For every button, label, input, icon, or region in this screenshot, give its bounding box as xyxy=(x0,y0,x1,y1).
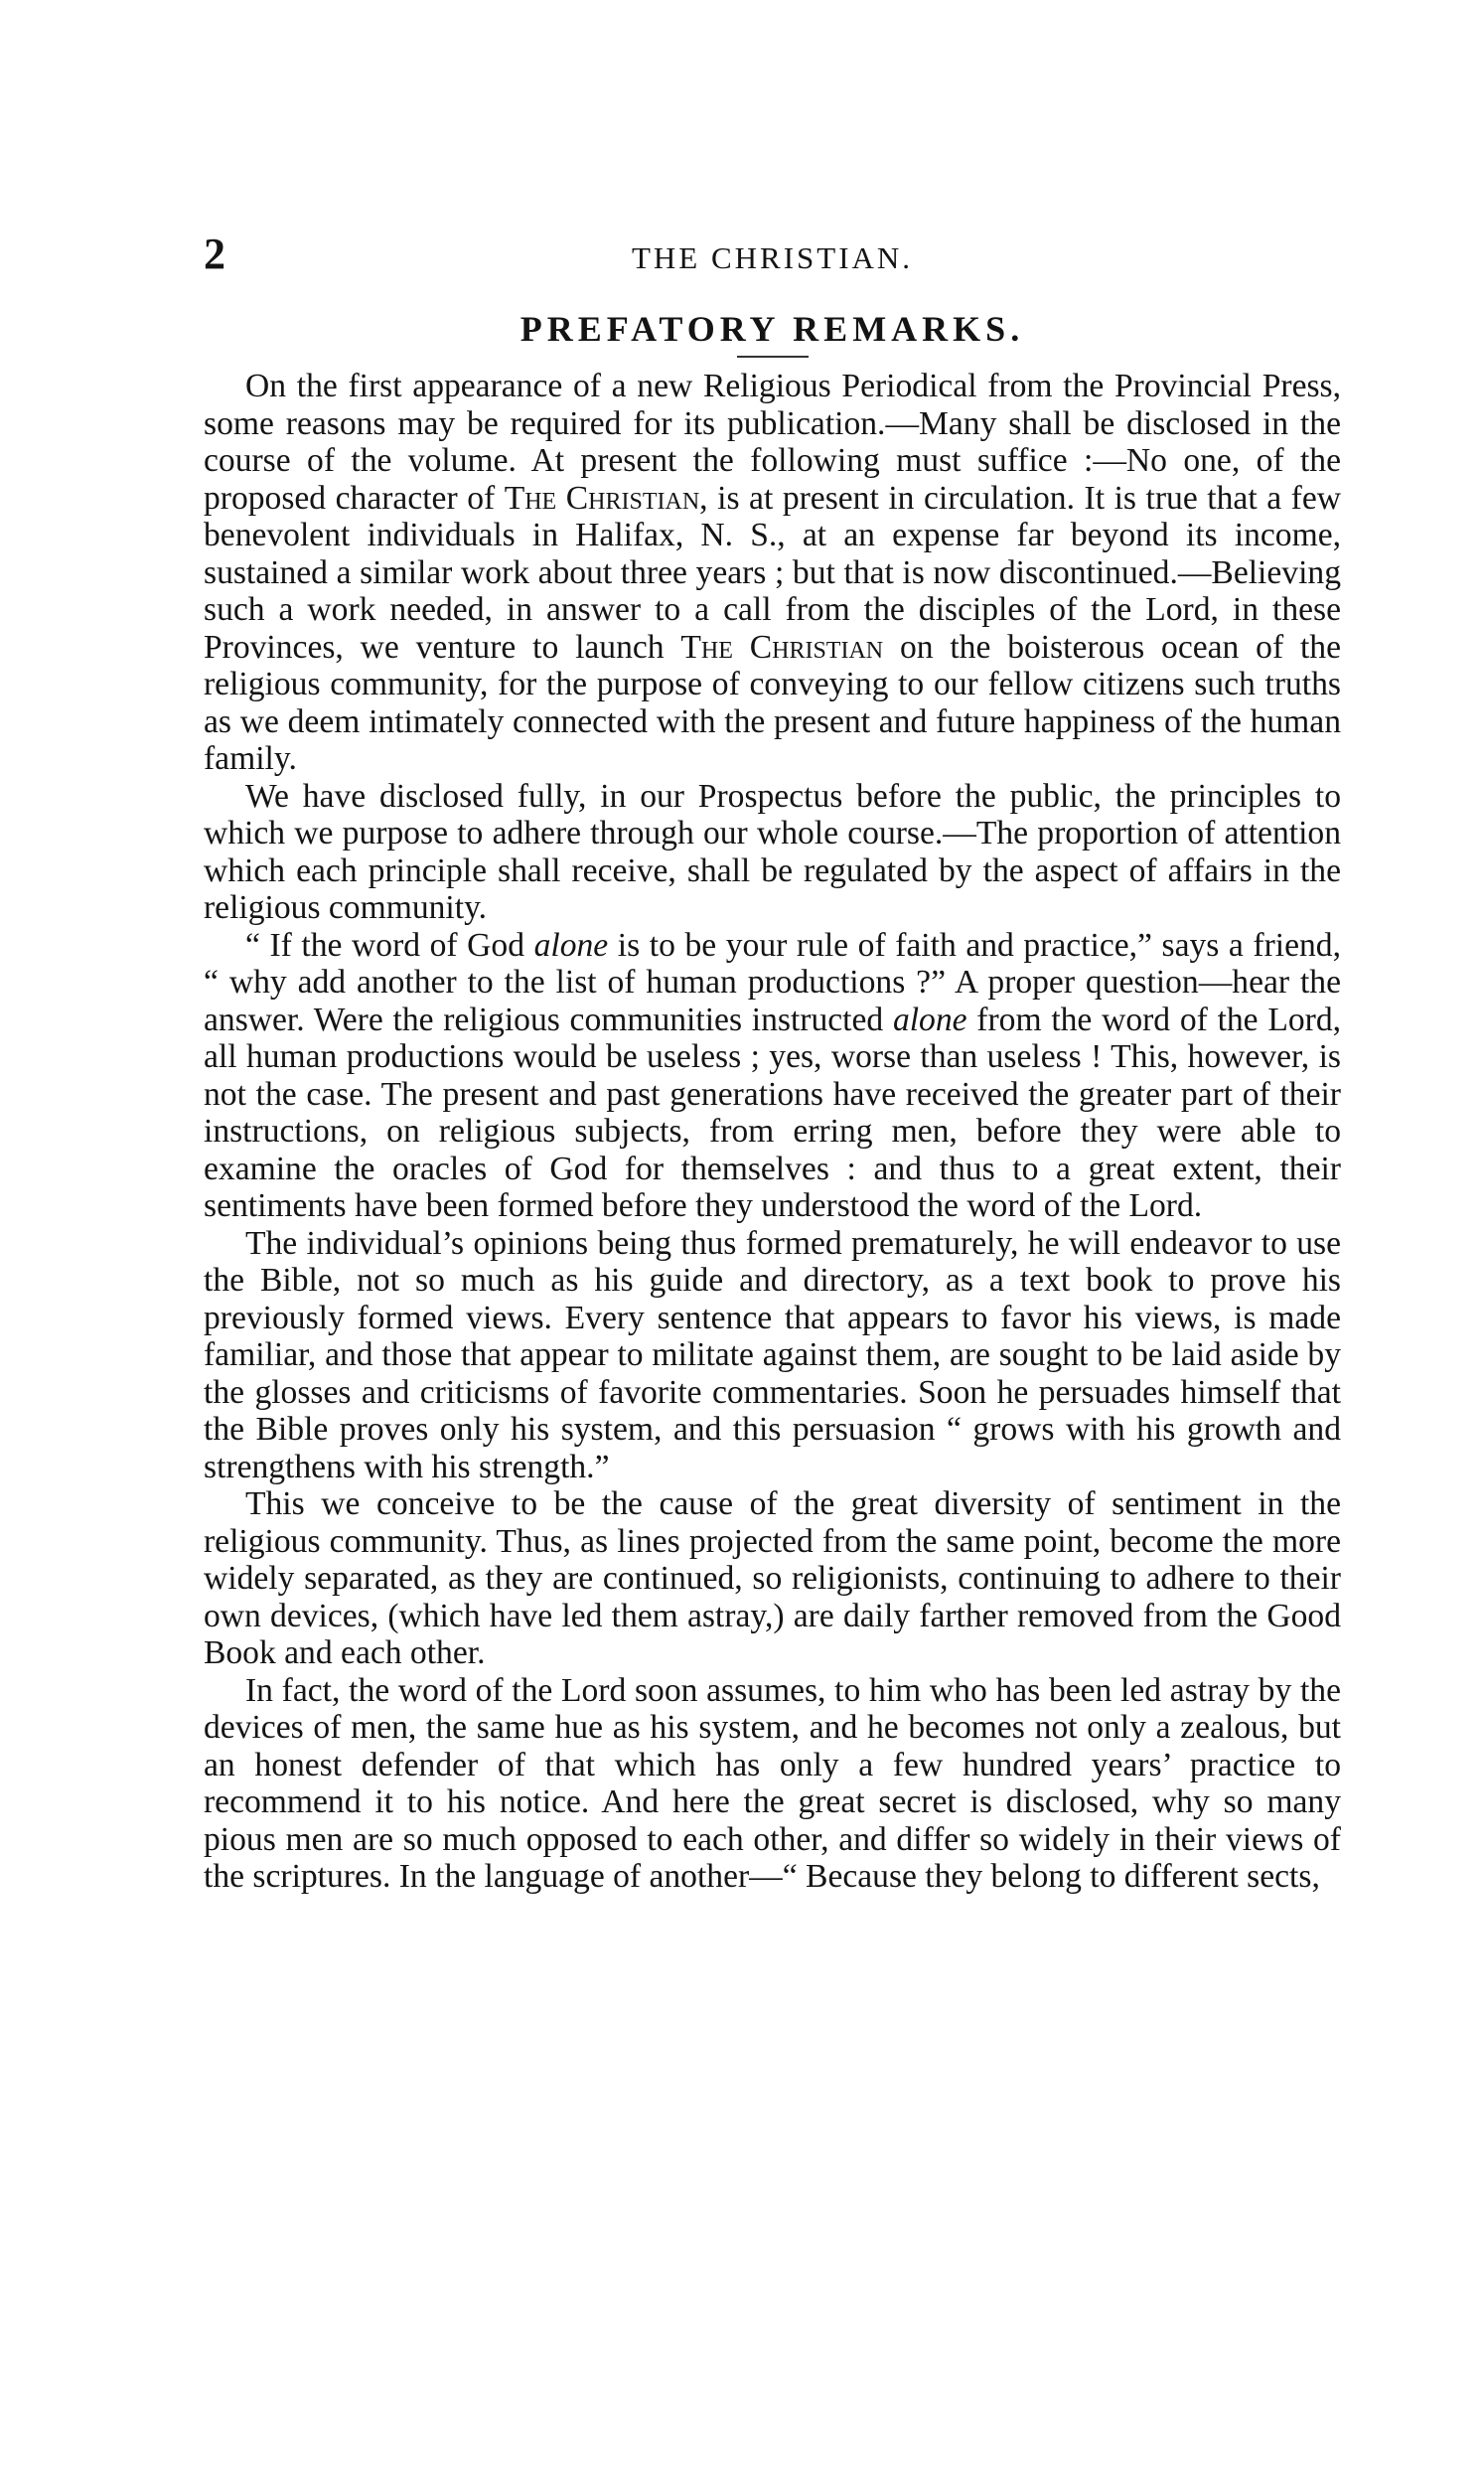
paragraph-4: The individual’s opinions being thus formed prematurely, he will endeavor to use the Bible, not so much as his guide and directory, as a text book to prove his previously formed views. Every sentence that appears to favor his views, is made familiar, and those that appear to militate against them, are sought to be laid aside by the glosses and criticisms of favorite commentaries. Soon he persuades himself that the Bible proves only his system, and this persuasion “ grows with his growth and strengthens with his strength.” xyxy=(204,1224,1341,1485)
paragraph-1-lead: On the first appearance of a new Religious Periodical from the Provincial Press, some reasons may be required for its publication.—Many shall be disclosed in the course of the volume. At present the following must suffice :—No one, of the proposed character of xyxy=(204,368,1341,517)
book-page xyxy=(204,227,1341,1896)
body-text xyxy=(204,368,1341,1896)
page-number: 2 xyxy=(204,230,225,278)
emphasis-alone: alone xyxy=(533,926,609,964)
paragraph-3 xyxy=(204,927,1341,1225)
paragraph-3-middle: is to be your rule of faith and practice,” says a friend, “ why add another to the list of human productions ?” A proper question—hear the answer. Were the religious communities instructed xyxy=(204,926,1341,1038)
paragraph-5: This we conceive to be the cause of the great diversity of sentiment in the religious community. Thus, as lines projected from the same point, become the more widely separated, as they are continued, so religionists, continuing to adhere to their own devices, (which have led them astray,) are daily farther removed from the Good Book and each other. xyxy=(204,1485,1341,1671)
running-head xyxy=(204,227,1341,286)
section-title: PREFATORY REMARKS. xyxy=(519,309,1025,349)
paragraph-3-lead: “ If the word of God xyxy=(245,926,534,964)
paragraph-1-middle: , is at present in circulation. It is true that a few benevolent individuals in Halifax, N. S., at an expense far beyond its income, sustained a similar work about three years ; but that is now discontinued.—Believing such a work needed, in answer to a call from the disciples of the Lord, in these Provinces, we venture to launch xyxy=(204,479,1341,666)
journal-name-small-caps: The Christian xyxy=(680,628,884,666)
paragraph-6: In fact, the word of the Lord soon assumes, to him who has been led astray by the devices of men, the same hue as his system, and he becomes not only a zealous, but an honest defender of that which has only a few hundred years’ practice to recommend it to his notice. And here the great secret is disclosed, why so many pious men are so much opposed to each other, and differ so widely in their views of the scriptures. In the language of another—“ Because they belong to different sects, xyxy=(204,1671,1341,1895)
title-rule xyxy=(737,356,809,358)
paragraph-1 xyxy=(204,368,1341,778)
emphasis-alone: alone xyxy=(892,1001,967,1038)
paragraph-2: We have disclosed fully, in our Prospectus before the public, the principles to which we purpose to adhere through our whole course.—The proportion of attention which each principle shall receive, shall be regulated by the aspect of affairs in the religious community. xyxy=(204,777,1341,926)
paragraph-1-tail: on the boisterous ocean of the religious community, for the purpose of conveying to our fellow citizens such truths as we deem intimately connected with the present and future happiness of the human family. xyxy=(204,628,1341,777)
paragraph-3-tail: from the word of the Lord, all human productions would be useless ; yes, worse than useless ! This, however, is not the case. The present and past generations have received the greater part of their instructions, on religious subjects, from erring men, before they were able to examine the oracles of God for themselves : and thus to a great extent, their sentiments have been formed before they understood the word of the Lord. xyxy=(204,1001,1342,1224)
journal-name-small-caps: The Christian xyxy=(504,479,700,517)
journal-title: THE CHRISTIAN. xyxy=(631,240,914,275)
